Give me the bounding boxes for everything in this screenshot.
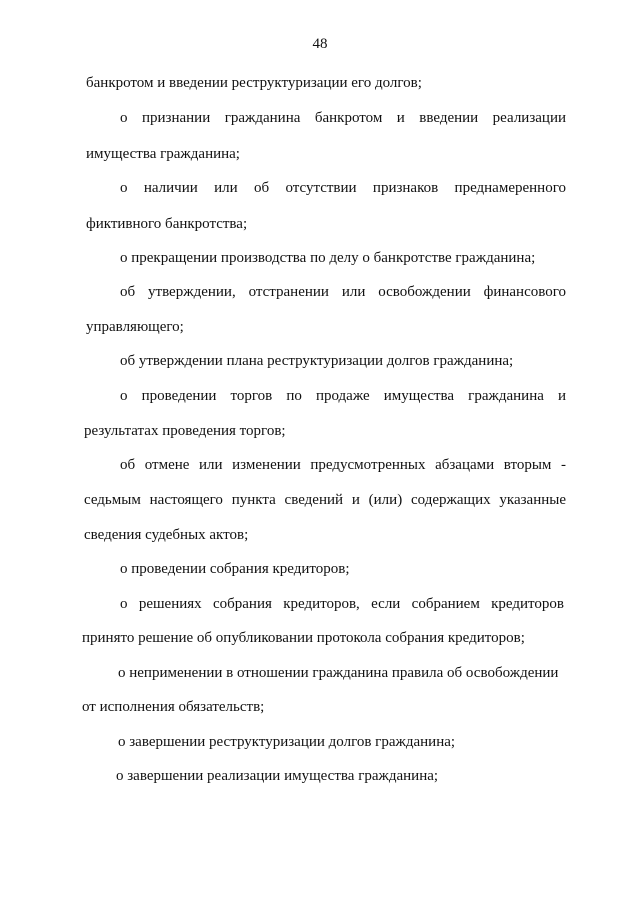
text-line: имущества гражданина; <box>86 146 240 162</box>
text-line: банкротом и введении реструктуризации его долгов; <box>86 75 422 91</box>
text-line: об отмене или изменении предусмотренных абзацами вторым - <box>120 457 566 473</box>
text-line: о неприменении в отношении гражданина правила об освобождении <box>118 665 559 681</box>
text-line: о завершении реструктуризации долгов гражданина; <box>118 734 456 750</box>
text-line: о решениях собрания кредиторов, если собранием кредиторов <box>120 596 564 612</box>
text-line: о проведении торгов по продаже имущества гражданина и <box>120 388 566 404</box>
text-line: о наличии или об отсутствии признаков преднамеренного <box>120 180 566 196</box>
text-line: о прекращении производства по делу о банкротстве гражданина; <box>120 250 536 266</box>
text-line: об утверждении плана реструктуризации долгов гражданина; <box>120 353 514 369</box>
page-number: 48 <box>312 36 328 52</box>
text-line: от исполнения обязательств; <box>82 699 265 715</box>
text-line: о завершении реализации имущества гражданина; <box>116 768 439 784</box>
text-line: сведения судебных актов; <box>84 527 249 543</box>
text-line: седьмым настоящего пункта сведений и (или) содержащих указанные <box>84 492 566 508</box>
text-line: об утверждении, отстранении или освобождении финансового <box>120 284 566 300</box>
text-line: управляющего; <box>86 319 184 335</box>
text-line: фиктивного банкротства; <box>86 216 248 232</box>
text-line: о признании гражданина банкротом и введении реализации <box>120 110 566 126</box>
text-line: о проведении собрания кредиторов; <box>120 561 350 577</box>
text-line: результатах проведения торгов; <box>84 423 286 439</box>
text-line: принято решение об опубликовании протокола собрания кредиторов; <box>82 630 525 646</box>
